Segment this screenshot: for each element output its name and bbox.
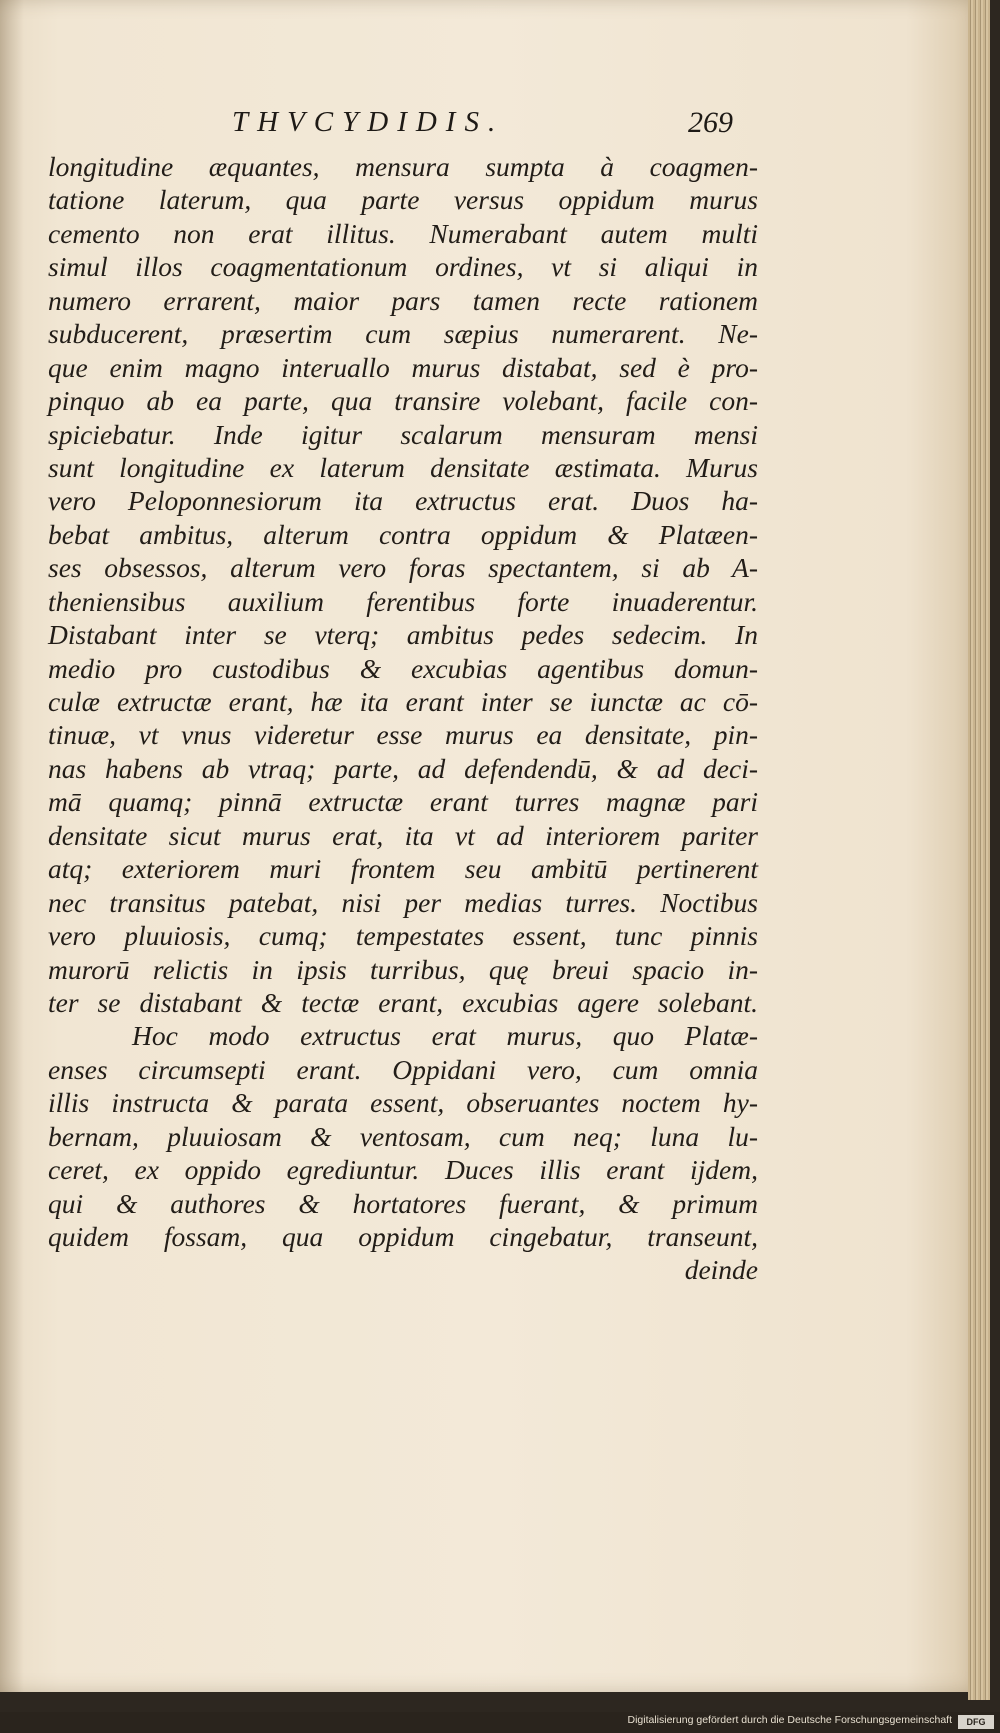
text-line: murorū relictis in ipsis turribus, quę breui spacio in- bbox=[48, 953, 758, 985]
text-line: longitudine æquantes, mensura sumpta à coagmen- bbox=[48, 151, 758, 182]
text-line: spiciebatur. Inde igitur scalarum mensuram mensi bbox=[48, 418, 758, 450]
text-line: enses circumsepti erant. Oppidani vero, cum omnia bbox=[48, 1053, 758, 1085]
folio-number: 269 bbox=[688, 106, 733, 139]
text-line: densitate sicut murus erat, ita vt ad interiorem pariter bbox=[48, 819, 758, 851]
text-line: medio pro custodibus & excubias agentibus domun- bbox=[48, 652, 758, 684]
text-line: nec transitus patebat, nisi per medias turres. Noctibus bbox=[48, 886, 758, 918]
text-line: que enim magno interuallo murus distabat, sed è pro- bbox=[48, 351, 758, 383]
text-line: ceret, ex oppido egrediuntur. Duces illis erant ijdem, bbox=[48, 1154, 758, 1186]
text-line: Distabant inter se vterq; ambitus pedes sedecim. In bbox=[48, 619, 758, 651]
catchword: deinde bbox=[684, 1254, 758, 1286]
running-head bbox=[0, 106, 985, 150]
text-line: tatione laterum, qua parte versus oppidum murus bbox=[48, 184, 758, 216]
text-line: ses obsessos, alterum vero foras spectantem, si ab A- bbox=[48, 552, 758, 584]
footer-strip bbox=[0, 1712, 1000, 1733]
funding-note: Digitalisierung gefördert durch die Deutsche Forschungsgemeinschaft bbox=[627, 1714, 952, 1726]
text-line: sunt longitudine ex laterum densitate æstimata. Murus bbox=[48, 451, 758, 483]
text-line: illis instructa & parata essent, obseruantes noctem hy- bbox=[48, 1087, 758, 1119]
text-line: nas habens ab vtraq; parte, ad defendendū, & ad deci- bbox=[48, 752, 758, 784]
text-line: subducerent, præsertim cum sæpius numerarent. Ne- bbox=[48, 318, 758, 350]
text-line: vero Peloponnesiorum ita extructus erat. Duos ha- bbox=[48, 485, 758, 517]
text-line: simul illos coagmentationum ordines, vt si aliqui in bbox=[48, 251, 758, 283]
text-line: numero errarent, maior pars tamen recte rationem bbox=[48, 284, 758, 316]
text-line: bebat ambitus, alterum contra oppidum & Platæen- bbox=[48, 518, 758, 550]
text-line: mā quamq; pinnā extructæ erant turres magnæ pari bbox=[48, 786, 758, 818]
text-line: tinuæ, vt vnus videretur esse murus ea densitate, pin- bbox=[48, 719, 758, 751]
text-line: qui & authores & hortatores fuerant, & primum bbox=[48, 1187, 758, 1219]
text-line: bernam, pluuiosam & ventosam, cum neq; luna lu- bbox=[48, 1120, 758, 1152]
text-line: vero pluuiosis, cumq; tempestates essent, tunc pinnis bbox=[48, 920, 758, 952]
text-line: cemento non erat illitus. Numerabant autem multi bbox=[48, 217, 758, 249]
text-line: ter se distabant & tectæ erant, excubias agere solebant. bbox=[48, 986, 758, 1018]
page-edge bbox=[968, 0, 990, 1700]
text-line: culæ extructæ erant, hæ ita erant inter se iunctæ ac cō- bbox=[48, 686, 758, 717]
text-line-paragraph-start: Hoc modo extructus erat murus, quo Platæ- bbox=[132, 1020, 758, 1052]
running-head-title: THVCYDIDIS. bbox=[232, 106, 505, 138]
gutter-shadow bbox=[0, 0, 24, 1692]
text-line: pinquo ab ea parte, qua transire volebant, facile con- bbox=[48, 385, 758, 417]
text-block bbox=[48, 150, 758, 1287]
dfg-logo-icon: DFG bbox=[958, 1715, 994, 1729]
text-line: theniensibus auxilium ferentibus forte inuaderentur. bbox=[48, 585, 758, 617]
text-line: atq; exteriorem muri frontem seu ambitū pertinerent bbox=[48, 853, 758, 885]
text-line: quidem fossam, qua oppidum cingebatur, transeunt, bbox=[48, 1221, 758, 1252]
